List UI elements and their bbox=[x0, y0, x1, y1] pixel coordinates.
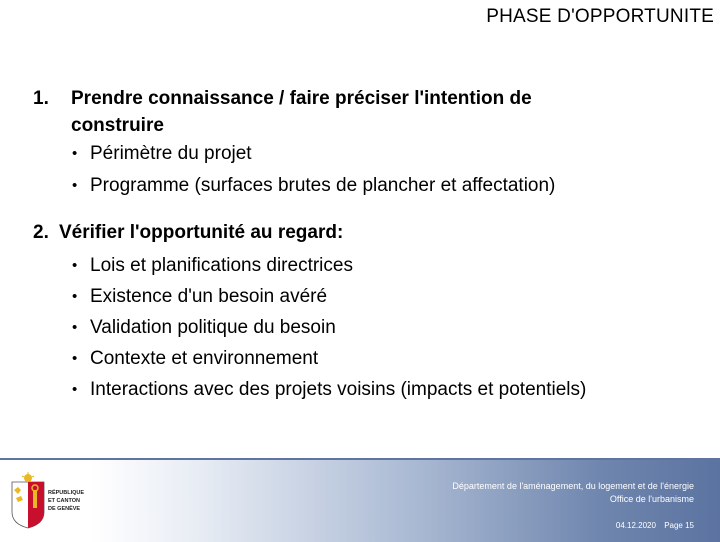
item-1-heading-line2: construire bbox=[71, 115, 164, 136]
logo-text-line-3: DE GENÈVE bbox=[48, 506, 81, 512]
item-2-number: 2. bbox=[33, 222, 49, 243]
bullet-icon: • bbox=[72, 257, 78, 274]
list-item: • Validation politique du besoin bbox=[72, 312, 586, 343]
footer-date: 04.12.2020 bbox=[615, 521, 656, 530]
item-1-bullets bbox=[72, 138, 555, 201]
bullet-icon: • bbox=[72, 319, 78, 336]
footer-page: Page 15 bbox=[664, 521, 694, 530]
list-item: • Lois et planifications directrices bbox=[72, 250, 586, 281]
footer-band bbox=[0, 458, 720, 542]
footer-office: Office de l'urbanisme bbox=[609, 494, 694, 504]
list-item: • Programme (surfaces brutes de plancher et affectation) bbox=[72, 170, 555, 202]
logo-text-line-1: RÉPUBLIQUE bbox=[48, 490, 85, 496]
slide-title: PHASE D'OPPORTUNITE bbox=[486, 6, 714, 27]
bullet-icon: • bbox=[72, 288, 78, 305]
bullet-icon: • bbox=[72, 381, 78, 398]
item-2-bullets bbox=[72, 250, 586, 405]
list-item: • Existence d'un besoin avéré bbox=[72, 281, 586, 312]
geneva-logo bbox=[8, 472, 88, 534]
list-item: • Périmètre du projet bbox=[72, 138, 555, 170]
geneva-crest-icon bbox=[8, 472, 88, 534]
footer-meta bbox=[616, 521, 694, 530]
item-1-number: 1. bbox=[33, 88, 49, 109]
logo-text-line-2: ET CANTON bbox=[48, 498, 80, 504]
list-item: • Contexte et environnement bbox=[72, 343, 586, 374]
footer-department: Département de l'aménagement, du logement et de l'énergie bbox=[452, 481, 694, 491]
item-2-heading-text: Vérifier l'opportunité au regard: bbox=[59, 222, 344, 243]
footer-department-block bbox=[452, 480, 694, 506]
bullet-icon: • bbox=[72, 145, 78, 162]
item-1-heading-line1: Prendre connaissance / faire préciser l'intention de bbox=[71, 88, 532, 109]
bullet-icon: • bbox=[72, 350, 78, 367]
list-item: • Interactions avec des projets voisins (impacts et potentiels) bbox=[72, 374, 586, 405]
bullet-icon: • bbox=[72, 176, 78, 194]
